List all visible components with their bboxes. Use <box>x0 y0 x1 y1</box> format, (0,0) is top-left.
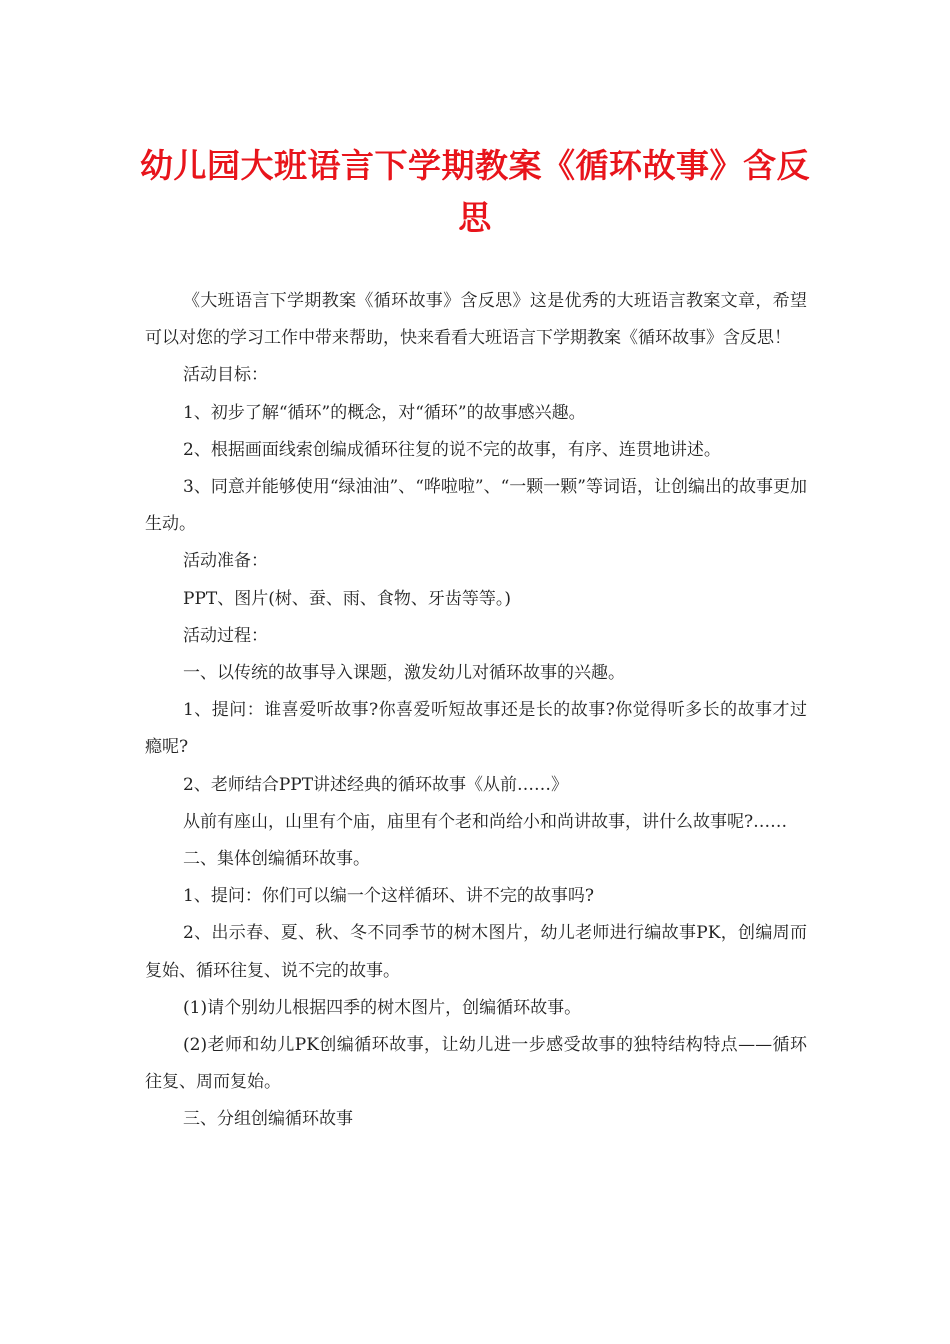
document-body <box>145 283 807 1139</box>
paragraph-intro: 《大班语言下学期教案《循环故事》含反思》这是优秀的大班语言教案文章，希望可以对您的学习工作中带来帮助，快来看看大班语言下学期教案《循环故事》含反思！ <box>145 291 807 349</box>
paragraph-prep-items: PPT、图片(树、蚕、雨、食物、牙齿等等。) <box>183 588 511 609</box>
paragraph-goal-2: 2、根据画面线索创编成循环往复的说不完的故事，有序、连贯地讲述。 <box>183 439 721 460</box>
paragraph-prep-heading: 活动准备： <box>183 551 268 572</box>
paragraph-step-2-seasons: 2、出示春、夏、秋、冬不同季节的树木图片，幼儿老师进行编故事PK，创编周而复始、循环往复、说不完的故事。 <box>145 923 807 981</box>
paragraph-goal-1: 1、初步了解“循环”的概念，对“循环”的故事感兴趣。 <box>183 402 586 423</box>
paragraph-goals-heading: 活动目标： <box>183 365 268 386</box>
paragraph-step-3: 三、分组创编循环故事 <box>183 1109 353 1130</box>
paragraph-goal-3: 3、同意并能够使用“绿油油”、“哗啦啦”、“一颗一颗”等词语，让创编出的故事更加生动。 <box>145 477 807 535</box>
paragraph-step-2-q: 1、提问：你们可以编一个这样循环、讲不完的故事吗? <box>183 886 594 907</box>
paragraph-step-2-sub-2: (2)老师和幼儿PK创编循环故事，让幼儿进一步感受故事的独特结构特点——循环往复、周而复始。 <box>145 1035 807 1093</box>
paragraph-step-1-story: 2、老师结合PPT讲述经典的循环故事《从前……》 <box>183 774 569 795</box>
paragraph-step-1: 一、以传统的故事导入课题，激发幼儿对循环故事的兴趣。 <box>183 663 625 684</box>
paragraph-process-heading: 活动过程： <box>183 625 268 646</box>
paragraph-step-2: 二、集体创编循环故事。 <box>183 849 370 870</box>
paragraph-story-text: 从前有座山，山里有个庙，庙里有个老和尚给小和尚讲故事，讲什么故事呢?…… <box>183 811 788 832</box>
document-title: 幼儿园大班语言下学期教案《循环故事》含反思 <box>140 146 810 237</box>
paragraph-step-1-q: 1、提问：谁喜爱听故事?你喜爱听短故事还是长的故事?你觉得听多长的故事才过瘾呢? <box>145 700 807 758</box>
paragraph-step-2-sub-1: (1)请个别幼儿根据四季的树木图片，创编循环故事。 <box>183 997 582 1018</box>
